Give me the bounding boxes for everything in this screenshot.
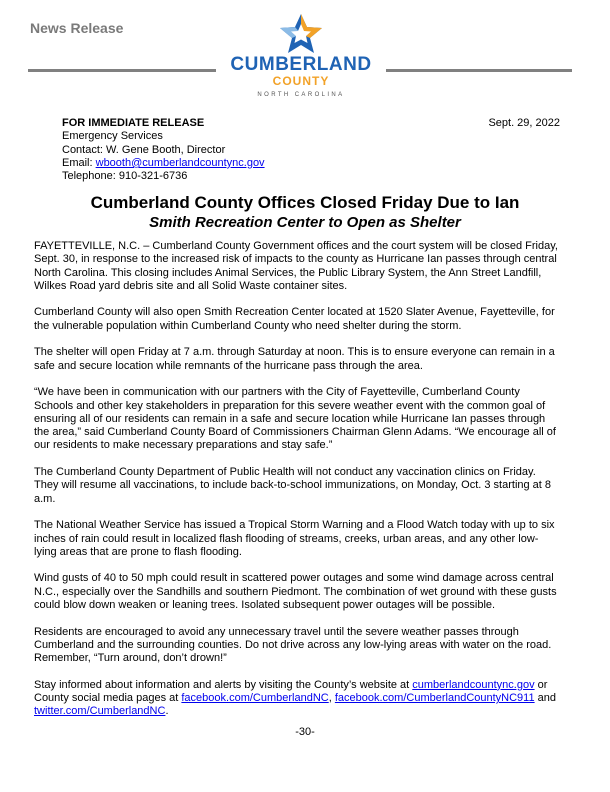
telephone: Telephone: 910-321-6736: [62, 170, 188, 183]
release-date: Sept. 29, 2022: [488, 117, 560, 129]
paragraph-closings: FAYETTEVILLE, N.C. – Cumberland County Government offices and the court system will be closed Friday, Sept. 30, in response to the increased risk of impacts to the county as Hurricane Ian passes through central North Carolina. This closing includes Animal Services, the Public Library System, the Ann Street Landfill, Wilkes Road yard debris site and all Solid Waste container sites.: [34, 240, 558, 292]
facebook-911-link[interactable]: facebook.com/CumberlandCountyNC911: [334, 692, 535, 705]
release-meta: [62, 117, 265, 183]
headline: Cumberland County Offices Closed Friday Due to Ian: [90, 193, 520, 212]
email-label: Email:: [62, 156, 96, 169]
star-emblem-icon: [279, 14, 323, 54]
paragraph-travel: Residents are encouraged to avoid any unnecessary travel until the severe weather passes through Cumberland and the surrounding counties. Do not drive across any low-lying areas with water on the road. Remember, “Turn around, don’t drown!”: [34, 625, 552, 665]
paragraph-health: The Cumberland County Department of Public Health will not conduct any vaccination clinics on Friday. They will resume all vaccinations, to include back-to-school immunizations, on Monday, Oct. 3 starting at 8 a.m.: [34, 466, 552, 505]
stay-informed-text-2: or County social media pages at: [34, 678, 548, 705]
department: Emergency Services: [62, 130, 163, 143]
paragraph-quote: “We have been in communication with our partners with the City of Fayetteville, Cumberland County Schools and other key stakeholders in preparation for this severe weather event with the common goal of ensuring all of our residents can remain in a safe and secure location while Hurricane Ian passes through the area,” said Cumberland County Board of Commissioners Chairman Glenn Adams. “We encourage all of our residents to make necessary preparations and stay safe.”: [34, 386, 556, 452]
paragraph-stay-informed: [34, 679, 561, 719]
facebook-link[interactable]: facebook.com/CumberlandNC: [181, 692, 329, 705]
logo-county: COUNTY: [272, 74, 330, 88]
paragraph-shelter: Cumberland County will also open Smith Recreation Center located at 1520 Slater Avenue, Fayetteville, for the vulnerable population within Cumberland County who need shelter during the storm.: [34, 306, 555, 332]
email-link[interactable]: wbooth@cumberlandcountync.gov: [95, 156, 265, 169]
article-body: [34, 240, 561, 732]
sentence-end: .: [165, 705, 169, 718]
subheadline: Smith Recreation Center to Open as Shelter: [149, 214, 461, 231]
header-rule-right: [386, 69, 572, 72]
contact: Contact: W. Gene Booth, Director: [62, 143, 226, 156]
paragraph-weather-warning: The National Weather Service has issued a Tropical Storm Warning and a Flood Watch today with up to six inches of rain could result in localized flash flooding of streams, creeks, urban areas, and any other low-lying areas that are prone to flash flooding.: [34, 519, 555, 558]
email-line: [62, 157, 265, 170]
release-status: FOR IMMEDIATE RELEASE: [62, 117, 205, 129]
logo-name: CUMBERLAND: [230, 54, 372, 75]
link-conjunction: and: [534, 692, 557, 705]
paragraph-shelter-hours: The shelter will open Friday at 7 a.m. through Saturday at noon. This is to ensure everyone can remain in a safe and secure location while remnants of the hurricane pass through the area.: [34, 346, 555, 372]
end-marker: -30-: [295, 726, 315, 738]
paragraph-wind: Wind gusts of 40 to 50 mph could result in scattered power outages and some wind damage across central N.C., especially over the Sandhills and southern Piedmont. The combination of wet ground with these gusts could blow down weaken or leaning trees. Isolated subsequent power outages will be possible.: [34, 572, 557, 612]
twitter-link[interactable]: twitter.com/CumberlandNC: [34, 705, 166, 718]
news-release-label: News Release: [30, 20, 124, 36]
link-separator: ,: [328, 692, 335, 705]
county-website-link[interactable]: cumberlandcountync.gov: [412, 678, 535, 691]
stay-informed-text: Stay informed about information and alerts by visiting the County’s website at: [34, 678, 413, 691]
header-rule-left: [28, 69, 216, 72]
county-logo: [218, 14, 384, 100]
logo-state: NORTH CAROLINA: [257, 92, 345, 98]
